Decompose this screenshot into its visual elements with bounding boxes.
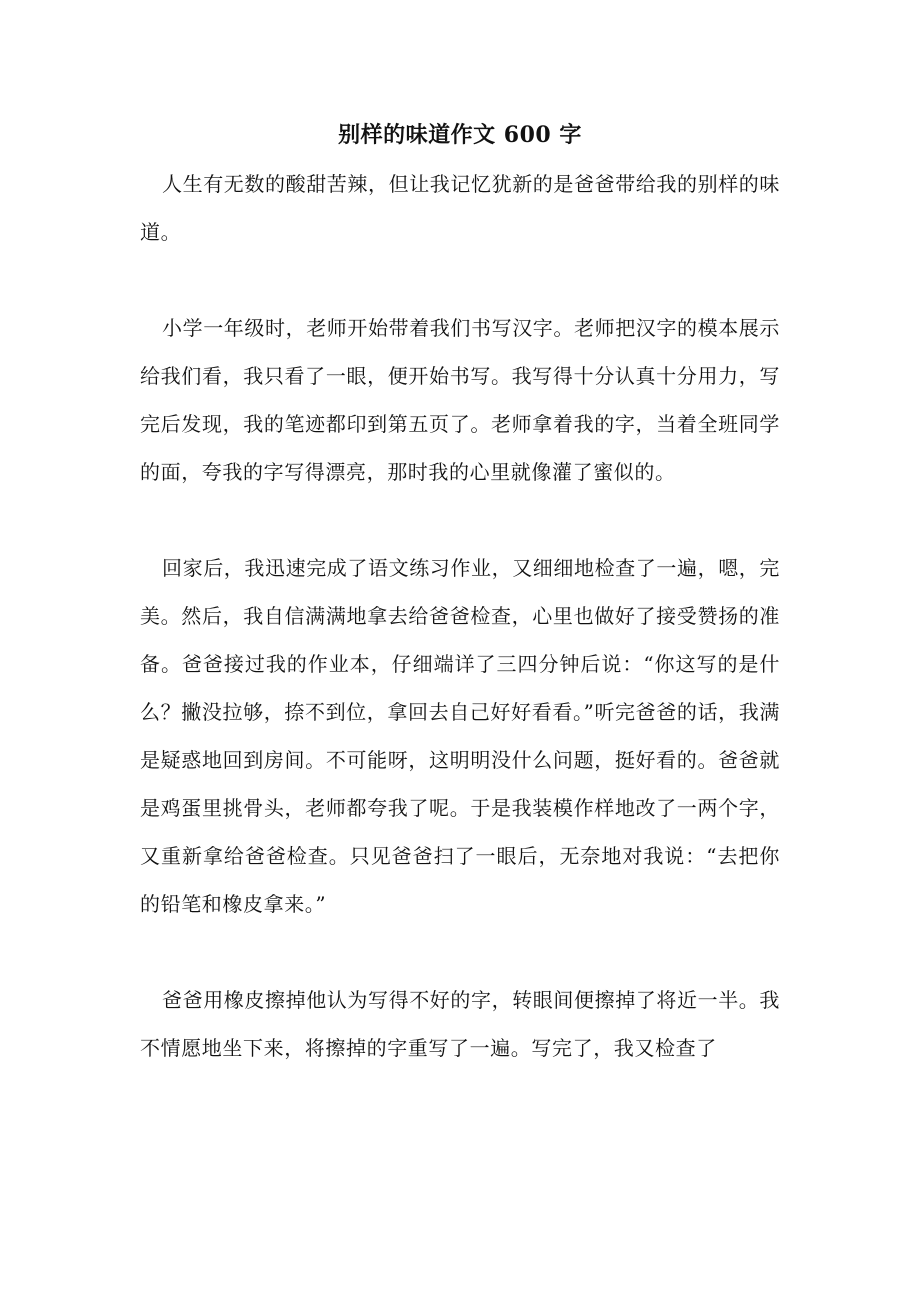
paragraph-4: 爸爸用橡皮擦掉他认为写得不好的字，转眼间便擦掉了将近一半。我不情愿地坐下来，将擦掉的字重写了一遍。写完了，我又检查了 xyxy=(140,988,780,1060)
paragraph-3: 回家后，我迅速完成了语文练习作业，又细细地检查了一遍，嗯，完美。然后，我自信满满地拿去给爸爸检查，心里也做好了接受赞扬的准备。爸爸接过我的作业本，仔细端详了三四分钟后说：“你这写的是什么？撇没拉够，捺不到位，拿回去自己好好看看。”听完爸爸的话，我满是疑惑地回到房间。不可能呀，这明明没什么问题，挺好看的。爸爸就是鸡蛋里挑骨头，老师都夸我了呢。于是我装模作样地改了一两个字，又重新拿给爸爸检查。只见爸爸扫了一眼后，无奈地对我说：“去把你的铅笔和橡皮拿来。” xyxy=(140,556,780,916)
document-title: 别样的味道作文 600 字 xyxy=(338,122,582,148)
paragraph-1: 人生有无数的酸甜苦辣，但让我记忆犹新的是爸爸带给我的别样的味道。 xyxy=(140,172,780,244)
document-body xyxy=(140,160,780,1120)
paragraph-2: 小学一年级时，老师开始带着我们书写汉字。老师把汉字的模本展示给我们看，我只看了一眼，便开始书写。我写得十分认真十分用力，写完后发现，我的笔迹都印到第五页了。老师拿着我的字，当着全班同学的面，夸我的字写得漂亮，那时我的心里就像灌了蜜似的。 xyxy=(140,316,780,484)
